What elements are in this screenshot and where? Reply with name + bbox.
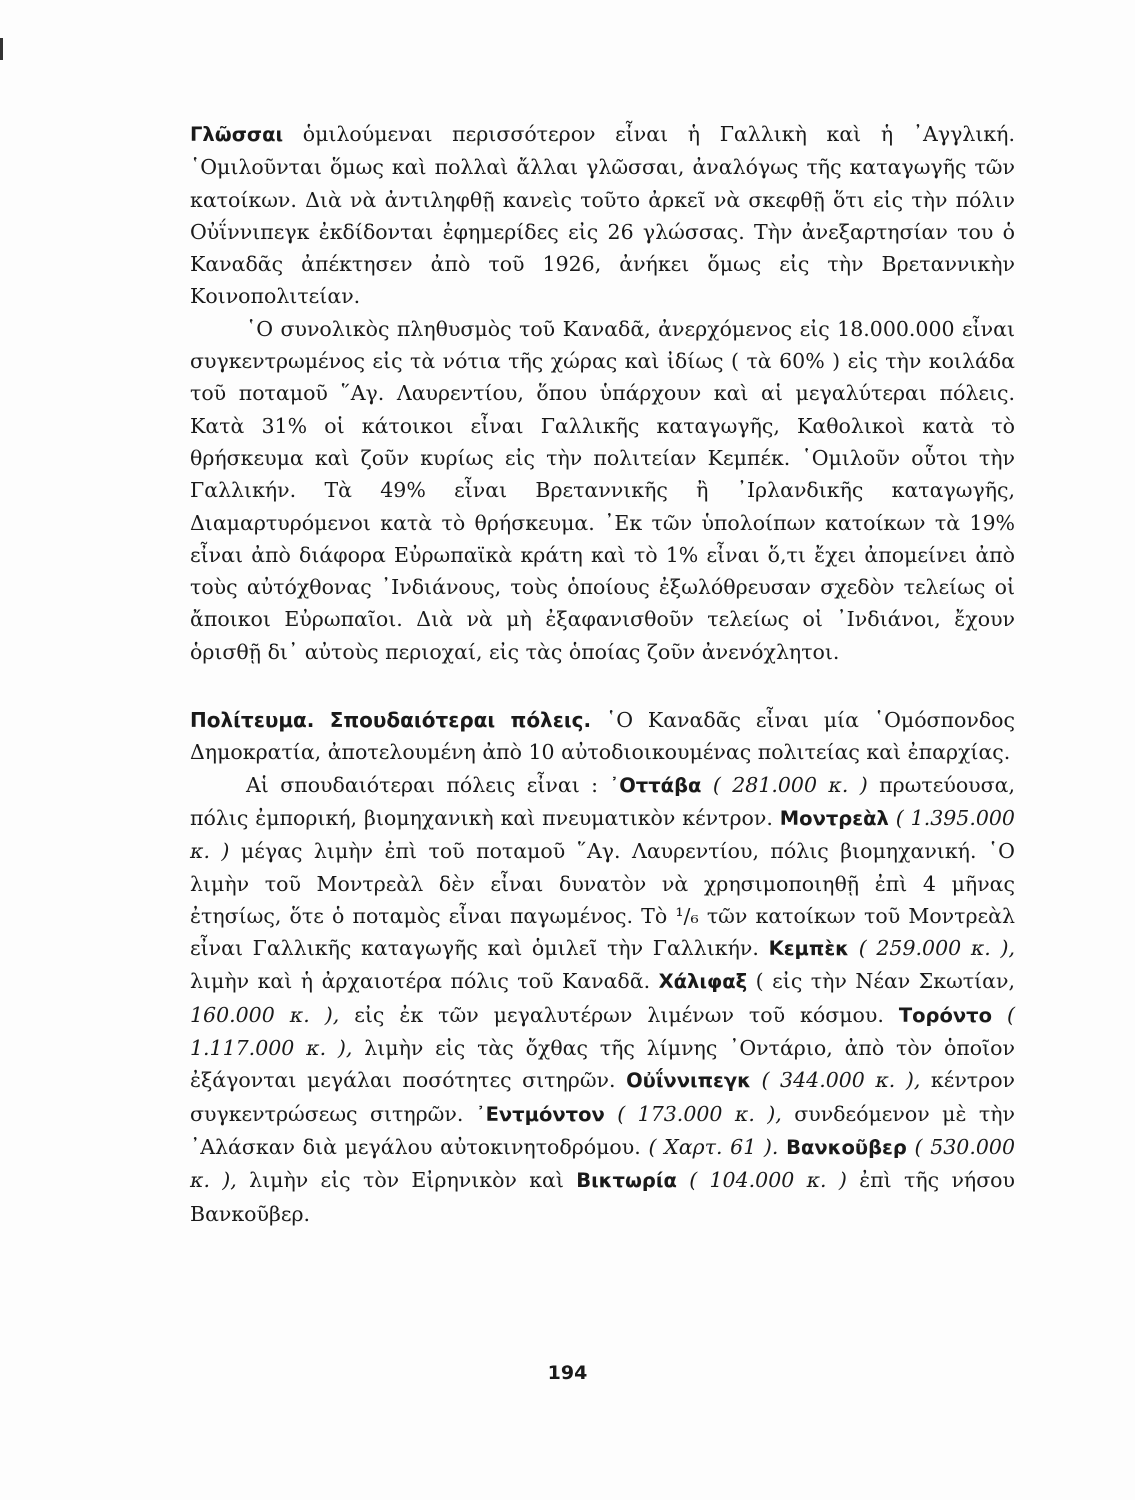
cities-text: λιμὴν εἰς τὸν Εἰρηνικὸν καὶ [249, 1168, 577, 1193]
cities-text: κέντρον συγκεντρώσεως σιτηρῶν. [190, 1068, 1015, 1126]
cities-text: πρωτεύουσα, πόλις ἐμπορική, βιομηχανικὴ καὶ πνευματικὸν κέντρον. [190, 772, 1015, 830]
population-quebec: ( 259.000 κ. ), [849, 936, 1016, 961]
city-montreal: Μοντρεὰλ [779, 806, 889, 830]
population-ottawa: ( 281.000 κ. ) [701, 772, 880, 797]
city-winnipeg: Οὐΐννιπεγκ [626, 1069, 751, 1093]
text-block [190, 118, 1015, 1230]
population-edmonton: ( 173.000 κ. ), [604, 1101, 795, 1126]
cities-text: εἰς ἐκ τῶν μεγαλυτέρων λιμένων τοῦ κόσμου. [354, 1002, 899, 1027]
population-toronto: ( 1.117.000 κ. ), [190, 1002, 1016, 1061]
city-edmonton: ᾿Εντμόντον [475, 1102, 605, 1126]
map-reference: ( Χαρτ. 61 ). [648, 1134, 787, 1159]
government-text: ῾Ο Καναδᾶς εἶναι μία ῾Ομόσπονδος Δημοκρατία, ἀποτελουμένη ἀπὸ 10 αὐτοδιοικουμένας πολιτείας καὶ ἐπαρχίας. [190, 708, 1015, 765]
cities-text: Αἱ σπουδαιότεραι πόλεις εἶναι : [246, 772, 610, 797]
city-vancouver: Βανκοῦβερ [786, 1135, 907, 1159]
cities-text: μέγας λιμὴν ἐπὶ τοῦ ποταμοῦ ῞Αγ. Λαυρεντίου, πόλις βιομηχανική. ῾Ο λιμὴν τοῦ Μοντρεὰλ δὲν εἶναι δυνατὸν νὰ χρησιμοποιηθῇ ἐπὶ 4 μῆνας ἐτησίως, ὅτε ὁ ποταμὸς εἶναι παγωμένος. Τὸ ¹/₆ τῶν κατοίκων τοῦ Μοντρεὰλ εἶναι Γαλλικῆς καταγωγῆς καὶ ὁμιλεῖ τὴν Γαλλικήν. [190, 839, 1015, 961]
cities-text: ἐπὶ τῆς νήσου Βανκοῦβερ. [190, 1168, 1015, 1226]
paragraph-cities [190, 769, 1015, 1230]
paragraph-government [190, 704, 1015, 769]
population-montreal: ( 1.395.000 κ. ) [190, 805, 1015, 864]
heading-languages: Γλῶσσαι [190, 123, 284, 146]
paragraph-languages [190, 118, 1015, 313]
city-toronto: Τορόντο [898, 1003, 993, 1027]
cities-text: λιμὴν εἰς τὰς ὄχθας τῆς λίμνης ᾿Οντάριο, ἀπὸ τὸν ὁποῖον ἐξάγονται μεγάλαι ποσότητες σιτηρῶν. [190, 1036, 1015, 1093]
city-victoria: Βικτωρία [576, 1169, 677, 1193]
city-ottawa: ᾿Οττάβα [609, 773, 702, 797]
cities-text: συνδεόμενον μὲ τὴν ᾿Αλάσκαν διὰ μεγάλου αὐτοκινητοδρόμου. [190, 1101, 1016, 1159]
population-winnipeg: ( 344.000 κ. ), [751, 1068, 931, 1093]
languages-text: ὁμιλούμεναι περισσότερον εἶναι ἡ Γαλλικὴ καὶ ἡ ᾿Αγγλική. ῾Ομιλοῦνται ὅμως καὶ πολλαὶ ἄλλαι γλῶσσαι, ἀναλόγως τῆς καταγωγῆς τῶν κατοίκων. Διὰ νὰ ἀντιληφθῇ κανεὶς τοῦτο ἀρκεῖ νὰ σκεφθῇ ὅτι εἰς τὴν πόλιν Οὐΐννιπεγκ ἐκδίδονται ἐφημερίδες εἰς 26 γλώσσας. Τὴν ἀνεξαρτησίαν του ὁ Καναδᾶς ἀπέκτησεν ἀπὸ τοῦ 1926, ἀνήκει ὅμως εἰς τὴν Βρεταννικὴν Κοινοπολιτείαν. [190, 122, 1015, 309]
city-quebec: Κεμπὲκ [768, 937, 850, 961]
scan-edge-mark [0, 38, 3, 60]
section-gap [190, 668, 1015, 704]
heading-government: Πολίτευμα. Σπουδαιότεραι πόλεις. [190, 708, 592, 733]
population-vancouver: ( 530.000 κ. ), [190, 1134, 1015, 1193]
city-halifax: Χάλιφαξ [658, 970, 748, 994]
cities-text: ( εἰς τὴν Νέαν Σκωτίαν, [747, 969, 1015, 994]
cities-text: λιμὴν καὶ ἡ ἀρχαιοτέρα πόλις τοῦ Καναδᾶ. [190, 969, 659, 994]
population-halifax: 160.000 κ. ), [190, 1002, 355, 1027]
page-number: 194 [547, 1362, 588, 1384]
paragraph-population: ῾Ο συνολικὸς πληθυσμὸς τοῦ Καναδᾶ, ἀνερχόμενος εἰς 18.000.000 εἶναι συγκεντρωμένος εἰς τὰ νότια τῆς χώρας καὶ ἰδίως ( τὰ 60% ) εἰς τὴν κοιλάδα τοῦ ποταμοῦ ῞Αγ. Λαυρεντίου, ὅπου ὑπάρχουν καὶ αἱ μεγαλύτεραι πόλεις. Κατὰ 31% οἱ κάτοικοι εἶναι Γαλλικῆς καταγωγῆς, Καθολικοὶ κατὰ τὸ θρήσκευμα καὶ ζοῦν κυρίως εἰς τὴν πολιτείαν Κεμπέκ. ῾Ομιλοῦν οὗτοι τὴν Γαλλικήν. Τὰ 49% εἶναι Βρεταννικῆς ἢ ᾿Ιρλανδικῆς καταγωγῆς, Διαμαρτυρόμενοι κατὰ τὸ θρήσκευμα. ᾿Εκ τῶν ὑπολοίπων κατοίκων τὰ 19% εἶναι ἀπὸ διάφορα Εὐρωπαϊκὰ κράτη καὶ τὸ 1% εἶναι ὅ,τι ἔχει ἀπομείνει ἀπὸ τοὺς αὐτόχθονας ᾿Ινδιάνους, τοὺς ὁποίους ἐξωλόθρευσαν σχεδὸν τελείως οἱ ἄποικοι Εὐρωπαῖοι. Διὰ νὰ μὴ ἐξαφανισθοῦν τελείως οἱ ᾿Ινδιάνοι, ἔχουν ὁρισθῇ δι᾿ αὐτοὺς περιοχαί, εἰς τὰς ὁποίας ζοῦν ἀνενόχλητοι. [190, 316, 1015, 664]
population-victoria: ( 104.000 κ. ) [676, 1168, 860, 1193]
